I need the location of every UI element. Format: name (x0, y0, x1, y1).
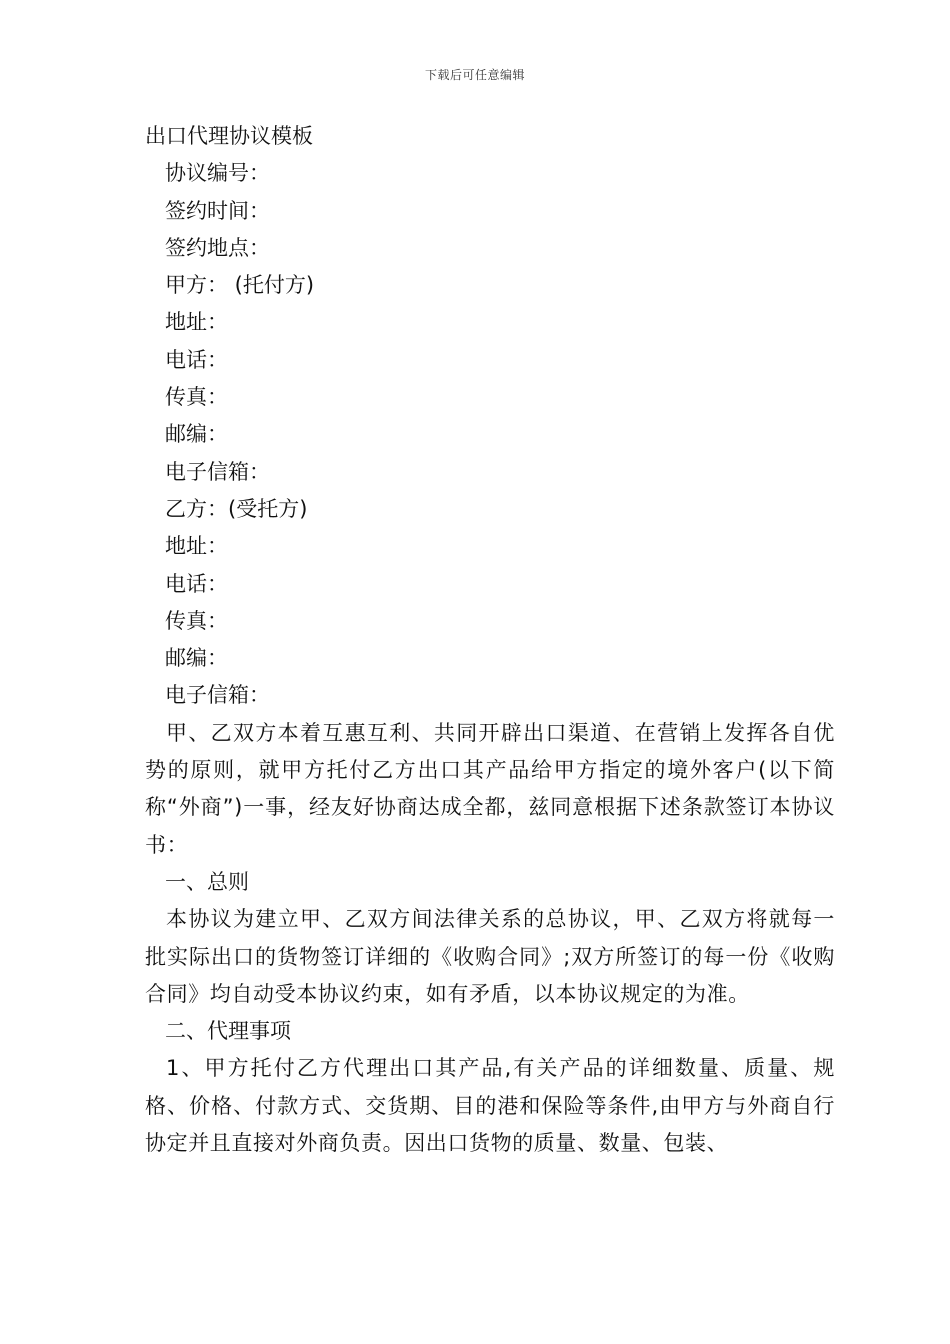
field-party-a-phone: 电话： (165, 347, 228, 372)
field-party-b-phone: 电话： (165, 571, 228, 596)
section-2-item-1: 1、甲方托付乙方代理出口其产品,有关产品的详细数量、质量、规格、价格、付款方式、交货期、目的港和保险等条件,由甲方与外商自行协定并且直接对外商负责。因出口货物的质量、数量、包装、 (145, 1056, 835, 1156)
page-header-note: 下载后可任意编辑 (424, 68, 525, 82)
field-party-b-email: 电子信箱： (165, 683, 270, 708)
field-party-b-postcode: 邮编： (165, 646, 228, 671)
section-2-heading: 二、代理事项 (165, 1019, 291, 1044)
document-body (145, 118, 835, 1162)
field-signing-time: 签约时间： (165, 198, 270, 223)
field-party-b-fax: 传真： (165, 608, 228, 633)
field-party-a-fax: 传真： (165, 385, 228, 410)
section-1-paragraph: 本协议为建立甲、乙双方间法律关系的总协议，甲、乙双方将就每一批实际出口的货物签订详细的《收购合同》;双方所签订的每一份《收购合同》均自动受本协议约束，如有矛盾，以本协议规定的为准。 (145, 907, 835, 1006)
section-1-heading: 一、总则 (165, 869, 249, 894)
field-agreement-number: 协议编号： (165, 161, 270, 186)
field-party-b-address: 地址： (165, 534, 228, 559)
document-title: 出口代理协议模板 (145, 124, 313, 148)
field-party-a-postcode: 邮编： (165, 422, 228, 447)
field-party-a: 甲方： (托付方) (165, 273, 315, 298)
field-party-a-email: 电子信箱： (165, 459, 270, 484)
field-party-b: 乙方：(受托方) (165, 496, 308, 521)
field-party-a-address: 地址： (165, 310, 228, 335)
preamble-paragraph: 甲、乙双方本着互惠互利、共同开辟出口渠道、在营销上发挥各自优势的原则，就甲方托付乙方出口其产品给甲方指定的境外客户(以下简称“外商”)一事，经友好协商达成全都，兹同意根据下述条款签订本协议书： (145, 720, 835, 857)
field-signing-place: 签约地点： (165, 235, 270, 260)
